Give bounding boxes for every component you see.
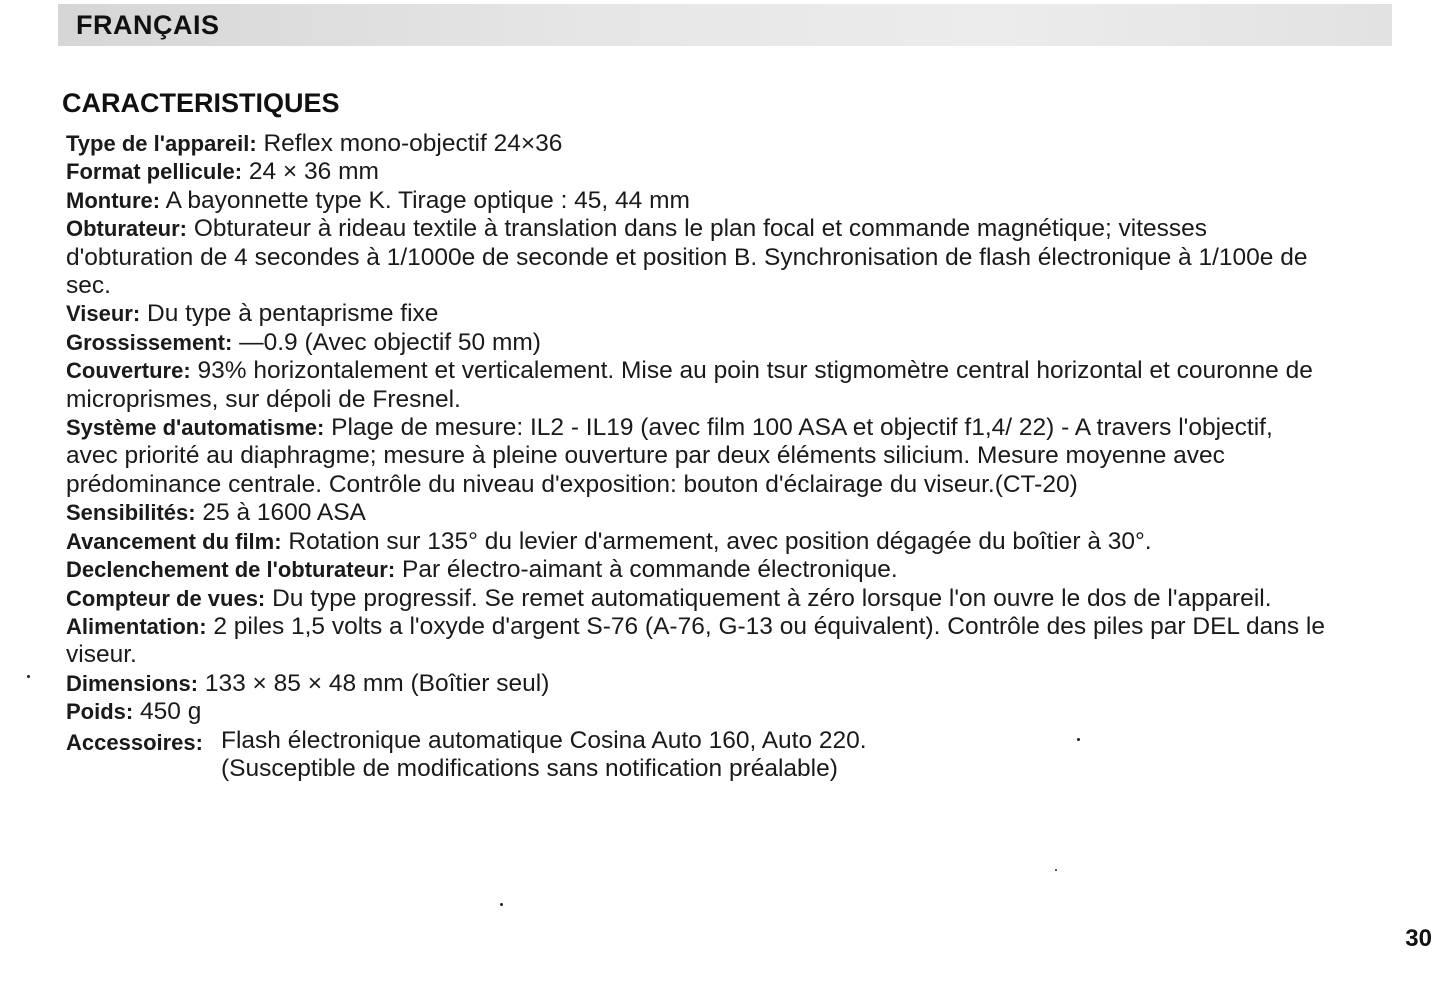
spec-value: A bayonnette type K. Tirage optique : 45, 44 mm — [165, 186, 690, 214]
spec-item-magnification — [66, 329, 1326, 357]
accessories-line: Flash électronique automatique Cosina Auto 160, Auto 220. — [220, 726, 867, 754]
spec-item-film-advance — [66, 528, 1326, 556]
spec-item-film-format — [66, 158, 1326, 186]
spec-value: 93% horizontalement et verticalement. Mise au poin tsur stigmomètre central horizontal et couronne de microprismes, sur dépoli de Fresnel. — [66, 357, 1313, 413]
spec-value: Du type à pentaprisme fixe — [147, 300, 439, 328]
print-speck — [1077, 738, 1080, 741]
spec-value: 133 × 85 × 48 mm (Boîtier seul) — [204, 669, 550, 697]
spec-label: Système d'automatisme: — [66, 415, 325, 441]
spec-item-shutter — [66, 215, 1326, 300]
spec-label: Compteur de vues: — [66, 585, 266, 611]
spec-value: Rotation sur 135° du levier d'armement, avec position dégagée du boîtier à 30°. — [288, 527, 1152, 555]
spec-value: Reflex mono-objectif 24×36 — [263, 130, 563, 157]
spec-label: Type de l'appareil: — [66, 131, 257, 156]
section-title: CARACTERISTIQUES — [62, 88, 340, 118]
spec-label: Declenchement de l'obturateur: — [66, 557, 396, 583]
spec-label: Viseur: — [66, 301, 141, 327]
spec-item-shutter-release — [66, 556, 1326, 584]
spec-value: Obturateur à rideau textile à translation dans le plan focal et commande magnétique; vitesses d'obturation de 4 secondes à 1/1000e de seconde et position B. Synchronisation de flash électronique à 1/100e de sec. — [66, 215, 1308, 300]
spec-value: 450 g — [140, 698, 202, 726]
spec-item-accessories — [66, 727, 1326, 784]
print-speck — [1055, 869, 1057, 871]
spec-value: 2 piles 1,5 volts a l'oxyde d'argent S-76 (A-76, G-13 ou équivalent). Contrôle des piles par DEL dans le viseur. — [66, 612, 1325, 669]
language-label: FRANÇAIS — [76, 10, 220, 40]
spec-label: Avancement du film: — [66, 528, 282, 554]
accessories-text — [221, 727, 867, 784]
spec-label: Couverture: — [66, 358, 191, 384]
spec-label: Monture: — [66, 187, 161, 213]
spec-item-mount — [66, 187, 1326, 215]
spec-item-viewfinder — [66, 300, 1326, 328]
spec-label: Accessoires: — [66, 729, 203, 755]
print-speck — [27, 675, 30, 678]
spec-value: 25 à 1600 ASA — [202, 499, 366, 527]
spec-list — [66, 130, 1326, 783]
spec-label: Dimensions: — [66, 670, 199, 696]
spec-label: Grossissement: — [66, 329, 233, 355]
spec-item-sensitivity — [66, 499, 1326, 527]
spec-item-camera-type — [66, 130, 1326, 158]
spec-item-power — [66, 613, 1326, 670]
spec-item-automation — [66, 414, 1326, 499]
spec-item-frame-counter — [66, 585, 1326, 613]
spec-label: Alimentation: — [66, 613, 207, 639]
spec-label: Obturateur: — [66, 216, 187, 242]
spec-label: Poids: — [66, 699, 134, 725]
disclaimer-line: (Susceptible de modifications sans notification préalable) — [220, 754, 838, 782]
language-header-bar — [58, 4, 1392, 46]
spec-value: Plage de mesure: IL2 - IL19 (avec film 100 ASA et objectif f1,4/ 22) - A travers l'objectif, avec priorité au diaphragme; mesure à pleine ouverture par deux éléments silicium. Mesure moyenne avec prédominance centrale. Contrôle du niveau d'exposition: bouton d'éclairage du viseur.(CT-20) — [66, 414, 1273, 498]
spec-value: Par électro-aimant à commande électronique. — [402, 556, 898, 584]
spec-label: Format pellicule: — [66, 159, 243, 185]
spec-item-dimensions — [66, 670, 1326, 698]
spec-item-weight — [66, 698, 1326, 726]
spec-label: Sensibilités: — [66, 500, 196, 526]
spec-item-coverage — [66, 357, 1326, 414]
spec-value: 24 × 36 mm — [248, 158, 379, 186]
print-speck — [500, 903, 503, 906]
page-number: 30 — [1405, 925, 1432, 952]
spec-value: —0.9 (Avec objectif 50 mm) — [239, 328, 541, 356]
spec-value: Du type progressif. Se remet automatiquement à zéro lorsque l'on ouvre le dos de l'appareil. — [272, 584, 1272, 612]
